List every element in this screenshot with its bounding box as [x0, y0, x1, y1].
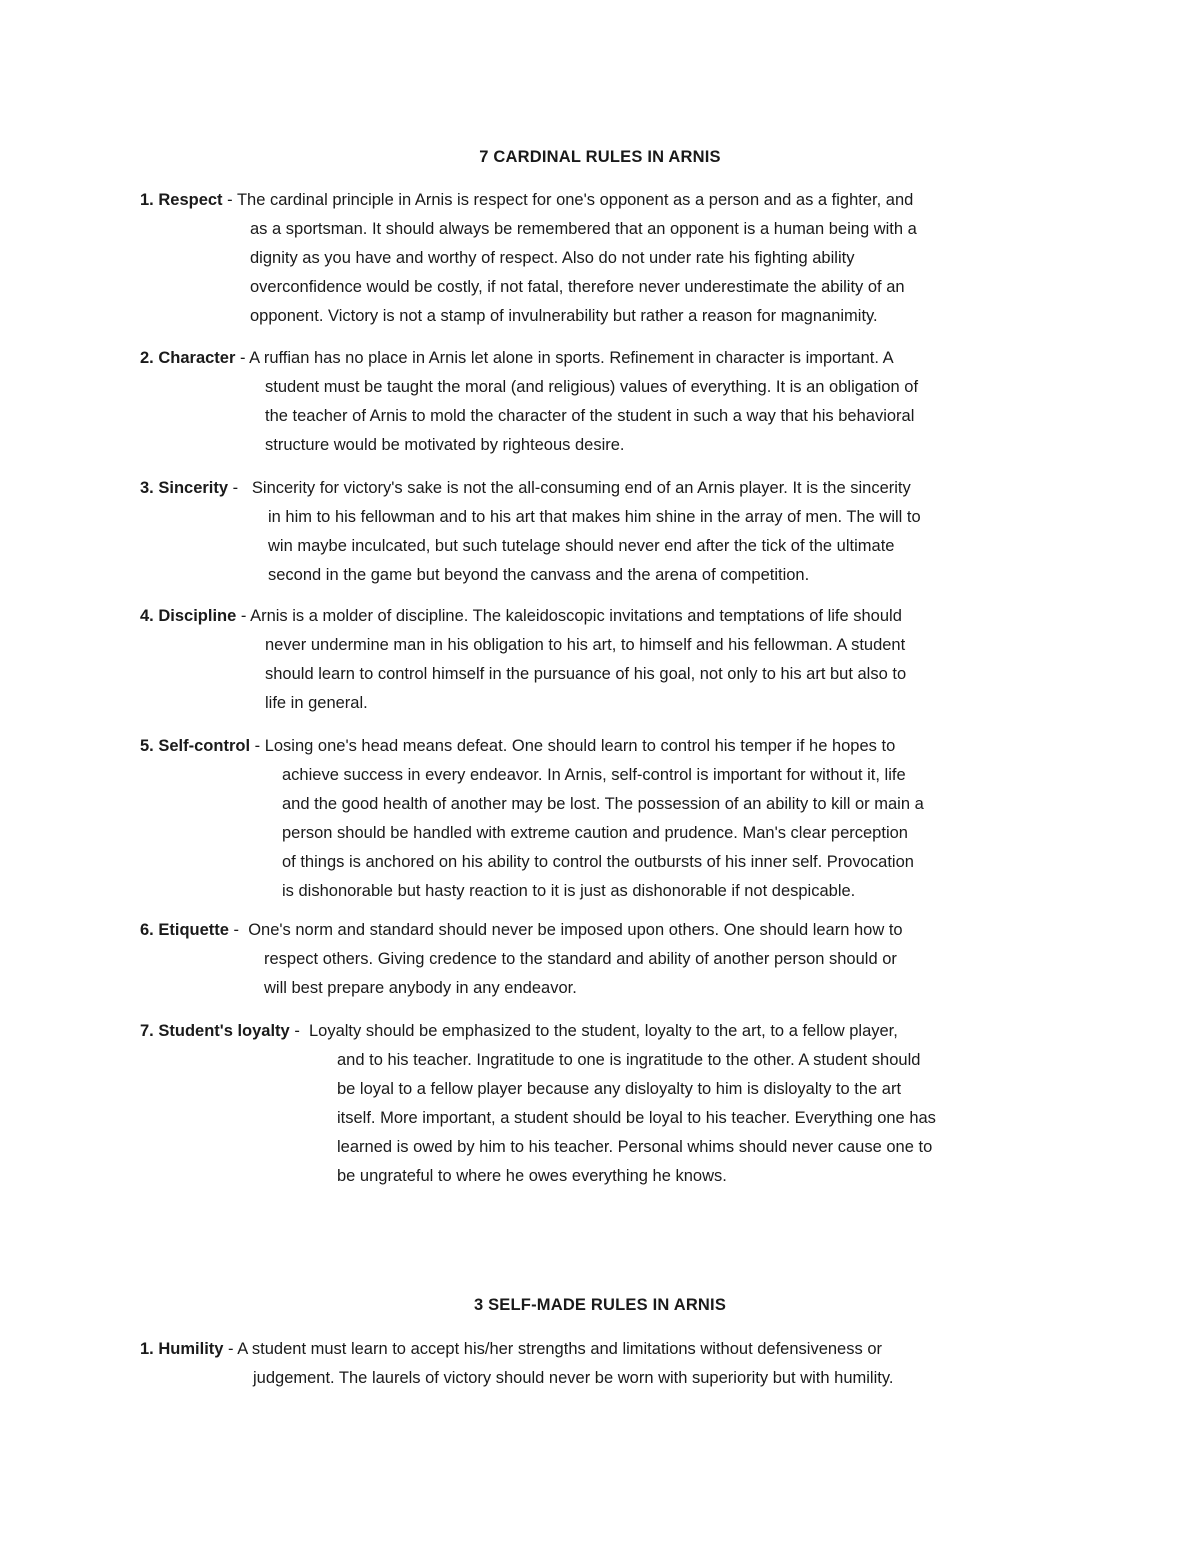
rule-continuation [140, 945, 1070, 1003]
rule-separator: - [235, 349, 250, 367]
rule-text-line: The cardinal principle in Arnis is respect for one's opponent as a person and as a fighter, and [236, 191, 914, 209]
rule-text-line: Loyalty should be emphasized to the student, loyalty to the art, to a fellow player, [308, 1022, 898, 1040]
rule-first-line [140, 602, 1070, 631]
rule-text-line: Sincerity for victory's sake is not the all-consuming end of an Arnis player. It is the sincerity [251, 479, 911, 497]
rule-text-line: win maybe inculcated, but such tutelage should never end after the tick of the ultimate [268, 537, 895, 555]
section-title-cardinal-rules: 7 CARDINAL RULES IN ARNIS [479, 148, 721, 166]
rule-text-line: in him to his fellowman and to his art that makes him shine in the array of men. The will to [268, 508, 921, 526]
rule-separator: - [222, 191, 237, 209]
rule-number: 2. [140, 349, 154, 367]
rule-separator: - [236, 607, 251, 625]
rule-etiquette [140, 916, 1070, 1003]
rule-term: Discipline [158, 607, 237, 625]
rule-text-line: is dishonorable but hasty reaction to it is just as dishonorable if not despicable. [282, 882, 856, 900]
rule-self-control [140, 732, 1070, 906]
rule-text-line: overconfidence would be costly, if not fatal, therefore never underestimate the ability of an [250, 278, 905, 296]
rule-first-line [140, 1017, 1070, 1046]
rule-continuation [140, 631, 1070, 718]
rule-text-line: life in general. [265, 694, 368, 712]
rule-first-line [140, 1335, 1070, 1364]
rule-continuation [140, 1364, 1070, 1393]
rule-first-line [140, 474, 1070, 503]
rule-first-line [140, 916, 1070, 945]
rule-respect [140, 186, 1070, 331]
rule-humility [140, 1335, 1070, 1393]
rule-text-line: will best prepare anybody in any endeavor. [264, 979, 577, 997]
rule-text-line: second in the game but beyond the canvass and the arena of competition. [268, 566, 810, 584]
rule-text-line: the teacher of Arnis to mold the character of the student in such a way that his behavioral [265, 407, 915, 425]
rule-text-line: learned is owed by him to his teacher. Personal whims should never cause one to [337, 1138, 933, 1156]
rule-separator: - [223, 1340, 238, 1358]
rule-continuation [140, 373, 1070, 460]
rule-character [140, 344, 1070, 460]
rule-students-loyalty [140, 1017, 1070, 1191]
rule-sincerity [140, 474, 1070, 590]
rule-text-line: and to his teacher. Ingratitude to one is ingratitude to the other. A student should [337, 1051, 921, 1069]
rule-term: Respect [158, 191, 223, 209]
section-title-self-made-rules: 3 SELF-MADE RULES IN ARNIS [473, 1296, 727, 1314]
rule-continuation [140, 503, 1070, 590]
rule-separator: - [228, 921, 249, 939]
rule-text-line: achieve success in every endeavor. In Arnis, self-control is important for without it, life [282, 766, 906, 784]
rule-text-line: respect others. Giving credence to the standard and ability of another person should or [264, 950, 897, 968]
rule-first-line [140, 732, 1070, 761]
rule-number: 4. [140, 607, 154, 625]
rule-number: 7. [140, 1022, 154, 1040]
rule-number: 1. [140, 1340, 154, 1358]
rule-text-line: be loyal to a fellow player because any disloyalty to him is disloyalty to the art [337, 1080, 902, 1098]
rule-text-line: Losing one's head means defeat. One should learn to control his temper if he hopes to [264, 737, 896, 755]
rule-first-line [140, 186, 1070, 215]
rule-number: 3. [140, 479, 154, 497]
rule-text-line: person should be handled with extreme caution and prudence. Man's clear perception [282, 824, 908, 842]
rule-number: 5. [140, 737, 154, 755]
rule-text-line: and the good health of another may be lost. The possession of an ability to kill or main a [282, 795, 924, 813]
rule-term: Student's loyalty [158, 1022, 290, 1040]
rule-text-line: of things is anchored on his ability to control the outbursts of his inner self. Provocation [282, 853, 914, 871]
rule-text-line: structure would be motivated by righteous desire. [265, 436, 625, 454]
rule-term: Sincerity [158, 479, 229, 497]
rule-number: 6. [140, 921, 154, 939]
rule-term: Etiquette [158, 921, 229, 939]
rule-continuation [140, 1046, 1070, 1191]
rule-text-line: A student must learn to accept his/her strengths and limitations without defensiveness or [237, 1340, 882, 1358]
rule-term: Self-control [158, 737, 251, 755]
rule-text-line: dignity as you have and worthy of respect. Also do not under rate his fighting ability [250, 249, 855, 267]
rule-text-line: as a sportsman. It should always be remembered that an opponent is a human being with a [250, 220, 917, 238]
rule-text-line: opponent. Victory is not a stamp of invulnerability but rather a reason for magnanimity. [250, 307, 878, 325]
rule-first-line [140, 344, 1070, 373]
rule-text-line: Arnis is a molder of discipline. The kaleidoscopic invitations and temptations of life should [250, 607, 902, 625]
rule-text-line: itself. More important, a student should be loyal to his teacher. Everything one has [337, 1109, 936, 1127]
rule-separator: - [250, 737, 265, 755]
rule-text-line: be ungrateful to where he owes everything he knows. [337, 1167, 727, 1185]
rule-separator: - [228, 479, 252, 497]
rule-text-line: One's norm and standard should never be imposed upon others. One should learn how to [248, 921, 903, 939]
rule-continuation [140, 215, 1070, 331]
rule-text-line: student must be taught the moral (and religious) values of everything. It is an obligation of [265, 378, 919, 396]
rule-term: Humility [158, 1340, 224, 1358]
rule-number: 1. [140, 191, 154, 209]
rule-separator: - [289, 1022, 309, 1040]
rule-continuation [140, 761, 1070, 906]
rule-text-line: never undermine man in his obligation to his art, to himself and his fellowman. A student [265, 636, 906, 654]
rule-term: Character [158, 349, 236, 367]
rule-text-line: should learn to control himself in the pursuance of his goal, not only to his art but also to [265, 665, 907, 683]
rule-text-line: judgement. The laurels of victory should never be worn with superiority but with humility. [253, 1369, 894, 1387]
rule-discipline [140, 602, 1070, 718]
rule-text-line: A ruffian has no place in Arnis let alone in sports. Refinement in character is important. A [249, 349, 894, 367]
